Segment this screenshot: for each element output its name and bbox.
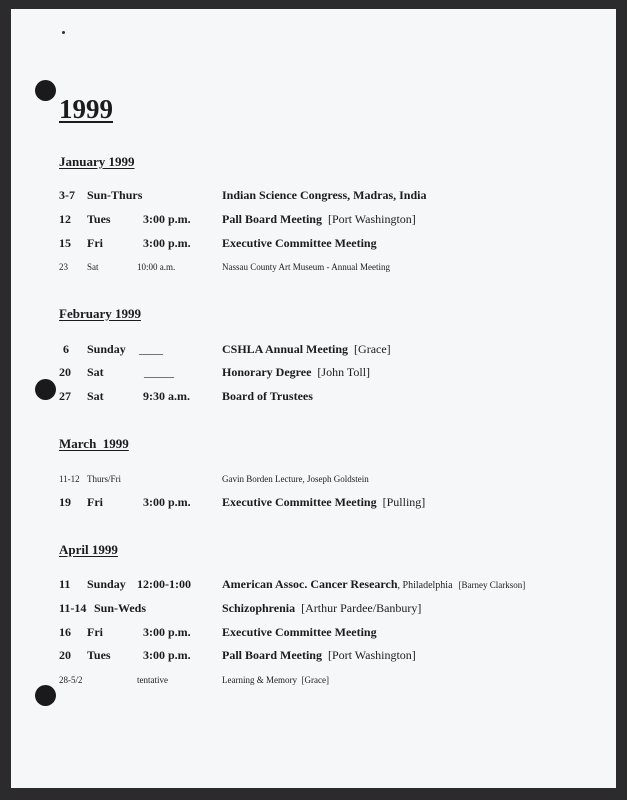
entry-time: 3:00 p.m.: [143, 625, 191, 639]
entry-note: [Arthur Pardee/Banbury]: [301, 601, 422, 615]
calendar-entry: [11, 188, 616, 206]
entry-event: [222, 675, 329, 685]
entry-event-title: CSHLA Annual Meeting: [222, 342, 349, 356]
entry-event: Indian Science Congress, Madras, India: [222, 188, 427, 202]
calendar-entry: [11, 236, 616, 254]
month-heading-january: January 1999: [59, 154, 135, 169]
calendar-entry: [11, 625, 616, 643]
month-heading-april: April 1999: [59, 542, 118, 557]
entry-date: 28-5/2: [59, 675, 83, 685]
page-title-year: 1999: [59, 94, 113, 124]
entry-event-title: American Assoc. Cancer Research: [222, 577, 398, 591]
entry-day: Sat: [87, 389, 104, 403]
entry-date: 11-12: [59, 474, 80, 484]
entry-time: 3:00 p.m.: [143, 648, 191, 662]
entry-note: [Grace]: [301, 675, 329, 685]
entry-event-title: Schizophrenia: [222, 601, 296, 615]
entry-event: [222, 212, 416, 227]
entry-contact: [Barney Clarkson]: [458, 580, 526, 590]
entry-day: Sun-Thurs: [87, 188, 143, 202]
entry-date: 19: [59, 495, 71, 509]
entry-time: 10:00 a.m.: [137, 262, 176, 272]
entry-day: Tues: [87, 648, 111, 662]
entry-event: [222, 601, 421, 616]
calendar-entry: [11, 474, 616, 492]
calendar-entry: [11, 212, 616, 230]
punch-hole-top: [35, 80, 56, 101]
entry-day: Sunday: [87, 342, 126, 356]
entry-event: [222, 342, 391, 357]
entry-time-blank: _____: [144, 365, 174, 379]
entry-date: 20: [59, 648, 71, 662]
paper-speck: [62, 31, 65, 34]
entry-date: 27: [59, 389, 71, 403]
entry-day: Fri: [87, 625, 103, 639]
entry-date: 16: [59, 625, 71, 639]
entry-date: 6: [63, 342, 69, 356]
entry-event-title: Pall Board Meeting: [222, 648, 322, 662]
calendar-entry: [11, 495, 616, 513]
month-heading-february: February 1999: [59, 306, 141, 321]
entry-note: [Port Washington]: [327, 212, 416, 226]
entry-day: Sunday: [87, 577, 126, 591]
entry-event: [222, 495, 425, 510]
entry-day: Sat: [87, 262, 99, 272]
entry-time: tentative: [137, 675, 168, 685]
entry-note: [John Toll]: [317, 365, 371, 379]
month-heading-march: March 1999: [59, 436, 129, 451]
entry-event: [222, 648, 416, 663]
entry-note: , Philadelphia: [397, 580, 453, 591]
entry-time: 3:00 p.m.: [143, 495, 191, 509]
entry-event-title: Pall Board Meeting: [222, 212, 322, 226]
entry-day: Fri: [87, 495, 103, 509]
entry-time: 12:00-1:00: [137, 577, 191, 591]
entry-time: 3:00 p.m.: [143, 236, 191, 250]
entry-note: [Grace]: [354, 342, 391, 356]
entry-event: Executive Committee Meeting: [222, 236, 377, 250]
calendar-entry: [11, 601, 616, 619]
entry-day: Sun-Weds: [94, 601, 147, 615]
entry-event: Board of Trustees: [222, 389, 313, 403]
entry-event: Gavin Borden Lecture, Joseph Goldstein: [222, 474, 369, 484]
entry-time: 3:00 p.m.: [143, 212, 191, 226]
entry-event: [222, 577, 525, 592]
entry-event: Executive Committee Meeting: [222, 625, 377, 639]
entry-time: 9:30 a.m.: [143, 389, 190, 403]
entry-day: Sat: [87, 365, 104, 379]
entry-date: 12: [59, 212, 71, 226]
entry-day: Thurs/Fri: [87, 474, 122, 484]
calendar-entry: [11, 342, 616, 360]
entry-time-blank: ____: [139, 342, 163, 356]
entry-date: 3-7: [59, 188, 75, 202]
entry-date: 23: [59, 262, 68, 272]
calendar-entry: [11, 365, 616, 383]
calendar-entry: [11, 577, 616, 595]
entry-event: Nassau County Art Museum - Annual Meeting: [222, 262, 390, 272]
entry-date: 15: [59, 236, 71, 250]
entry-date: 11-14: [59, 601, 87, 615]
entry-event-title: Executive Committee Meeting: [222, 495, 377, 509]
calendar-entry: [11, 262, 616, 280]
calendar-entry: [11, 648, 616, 666]
calendar-entry: [11, 389, 616, 407]
entry-day: Tues: [87, 212, 111, 226]
entry-note: [Port Washington]: [327, 648, 416, 662]
entry-date: 20: [59, 365, 71, 379]
calendar-entry: [11, 675, 616, 693]
entry-event: [222, 365, 370, 380]
entry-note: [Pulling]: [382, 495, 426, 509]
entry-date: 11: [59, 577, 71, 591]
entry-day: Fri: [87, 236, 103, 250]
entry-event-title: Honorary Degree: [222, 365, 312, 379]
document-page: [11, 9, 616, 788]
entry-event-title: Learning & Memory: [222, 675, 297, 685]
